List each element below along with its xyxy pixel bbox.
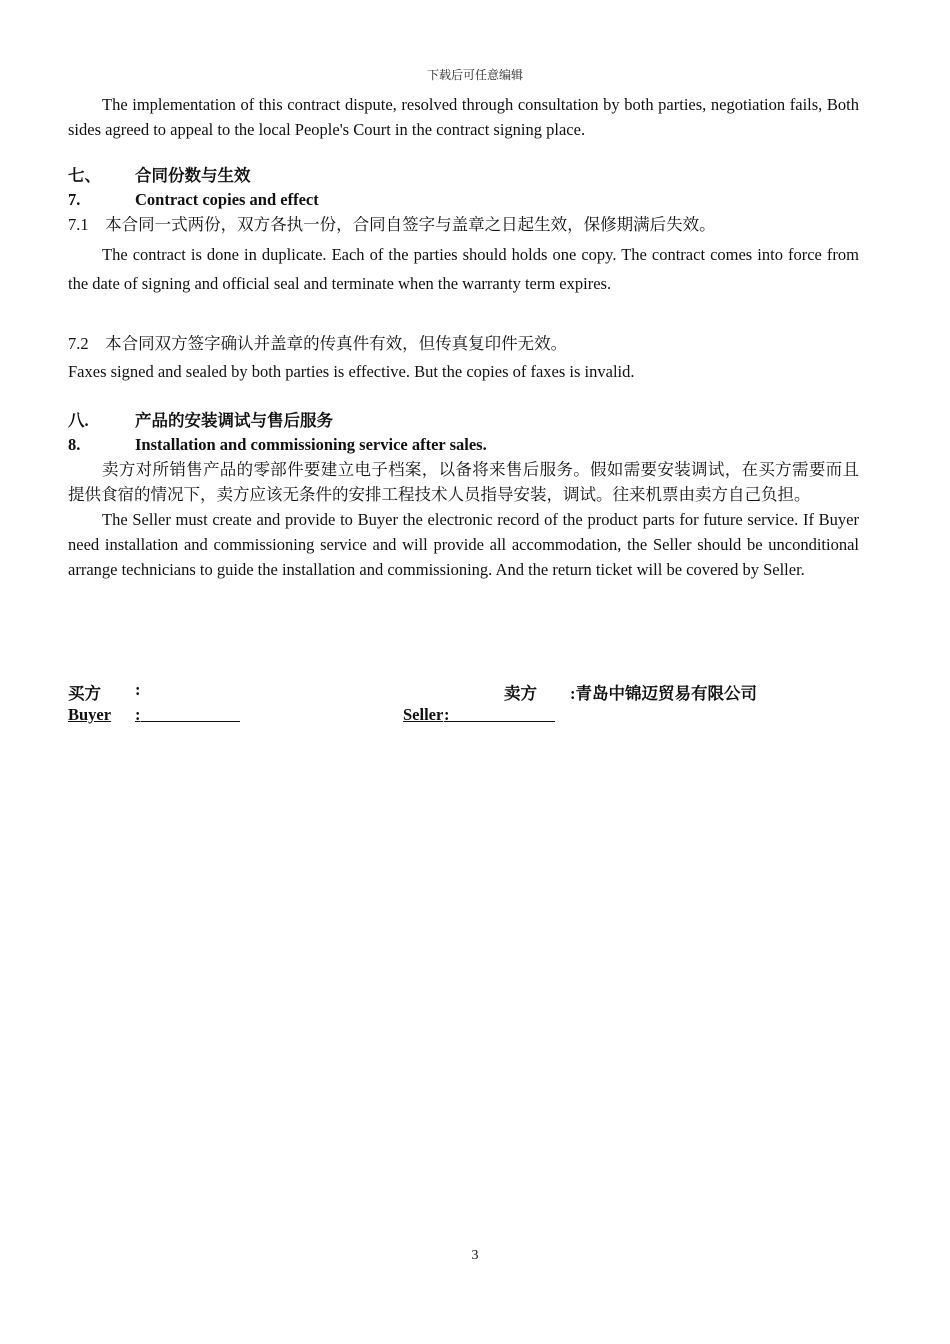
section-8-heading-cn	[68, 409, 859, 433]
section-number: 八.	[68, 411, 89, 430]
page-number: 3	[471, 1248, 479, 1263]
section-number: 七、	[68, 166, 101, 185]
section-8-body-en: The Seller must create and provide to Buyer the electronic record of the product parts for future service. If Buyer need installation and commissioning service and will provide all accommodation, the Seller should be unconditional arrange technicians to guide the installation and commissioning. And the return ticket will be covered by Seller.	[68, 510, 859, 579]
clause-7-1-cn: 7.1 本合同一式两份，双方各执一份，合同自签字与盖章之日起生效，保修期满后失效。	[68, 215, 716, 234]
buyer-colon: :	[135, 680, 141, 699]
seller-label-cn: 卖方	[504, 684, 537, 703]
seller-label-en: Seller	[403, 705, 444, 724]
section-8-heading-en	[68, 433, 859, 457]
section-7-heading-en	[68, 188, 859, 212]
buyer-label-en: Buyer	[68, 705, 112, 724]
section-title: 合同份数与生效	[135, 166, 251, 185]
section-number: 7.	[68, 190, 81, 209]
page-content	[68, 92, 859, 582]
clause-7-1-en: The contract is done in duplicate. Each of the parties should holds one copy. The contract comes into force from the date of signing and official seal and terminate when the warranty term expires.	[68, 245, 859, 293]
seller-en-colon: :	[444, 705, 450, 724]
buyer-signature-line	[135, 705, 141, 725]
section-8-body-cn: 卖方对所销售产品的零部件要建立电子档案，以备将来售后服务。假如需要安装调试，在买方需要而且提供食宿的情况下，卖方应该无条件的安排工程技术人员指导安装，调试。往来机票由卖方自己负担。	[68, 460, 859, 504]
seller-name: :青岛中锦迈贸易有限公司	[570, 684, 757, 703]
buyer-blank-line	[141, 705, 240, 722]
clause-7-2-cn: 7.2 本合同双方签字确认并盖章的传真件有效，但传真复印件无效。	[68, 334, 568, 353]
dispute-paragraph: The implementation of this contract dispute, resolved through consultation by both parties, negotiation fails, Both sides agreed to appeal to the local People's Court in the contract signing place.	[68, 95, 859, 139]
section-number: 8.	[68, 435, 81, 454]
section-title: Contract copies and effect	[135, 190, 319, 209]
seller-signature-line	[444, 705, 450, 725]
page-header: 下载后可任意编辑	[426, 68, 523, 82]
buyer-label-cn: 买方	[68, 684, 101, 703]
clause-7-2-en: Faxes signed and sealed by both parties is effective. But the copies of faxes is invalid.	[68, 362, 635, 381]
section-title: 产品的安装调试与售后服务	[135, 411, 333, 430]
section-7-heading-cn	[68, 164, 859, 188]
seller-blank-line	[450, 705, 555, 722]
section-title: Installation and commissioning service after sales.	[135, 435, 487, 454]
signature-block	[68, 680, 859, 730]
buyer-en-colon: :	[135, 705, 141, 724]
